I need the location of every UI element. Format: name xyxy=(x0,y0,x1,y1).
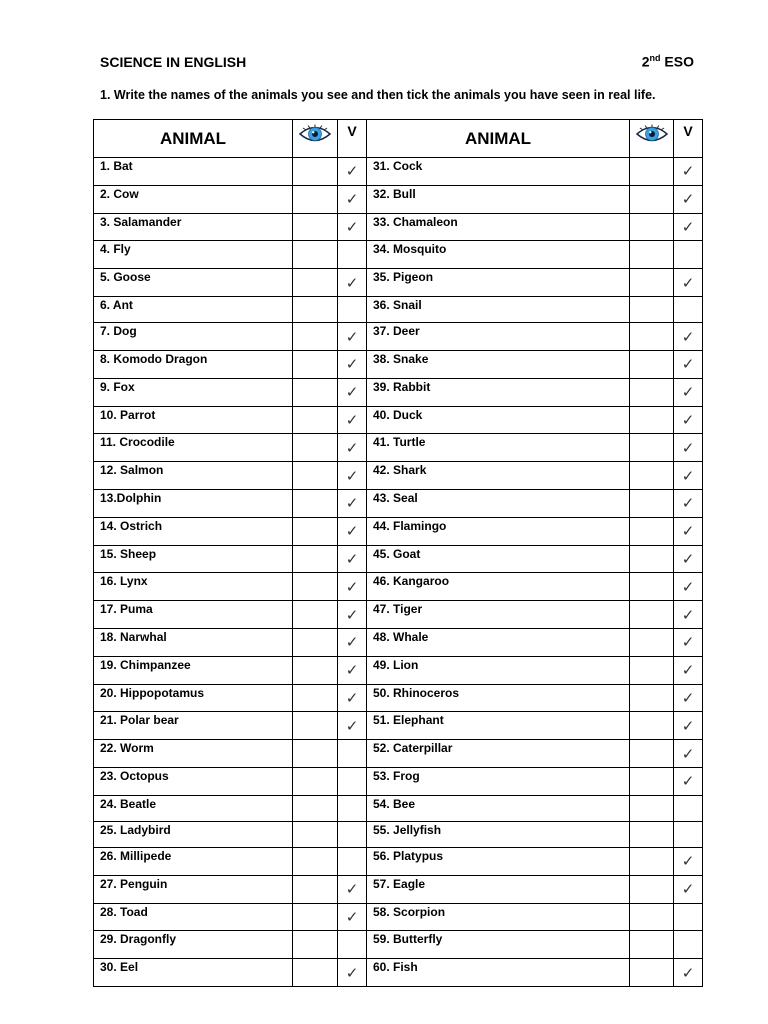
table-row xyxy=(94,296,703,322)
seen-in-picture-cell[interactable] xyxy=(293,269,338,297)
check-mark-icon: ✓ xyxy=(345,466,359,485)
animal-name-cell: 22. Worm xyxy=(94,740,293,768)
seen-in-picture-cell[interactable] xyxy=(293,434,338,462)
animal-name-cell: 56. Platypus xyxy=(367,848,630,876)
animal-name-cell: 28. Toad xyxy=(94,903,293,931)
seen-in-real-life-cell[interactable] xyxy=(674,628,703,656)
check-mark-icon: ✓ xyxy=(681,880,695,899)
animal-name-cell: 19. Chimpanzee xyxy=(94,656,293,684)
check-mark-icon: ✓ xyxy=(681,273,695,292)
check-mark-icon: ✓ xyxy=(681,190,695,209)
animal-name-cell: 34. Mosquito xyxy=(367,241,630,269)
animal-name-cell: 10. Parrot xyxy=(94,406,293,434)
seen-in-real-life-cell[interactable] xyxy=(338,545,367,573)
check-mark-icon: ✓ xyxy=(345,963,359,982)
seen-in-real-life-cell[interactable] xyxy=(674,517,703,545)
table-row xyxy=(94,656,703,684)
seen-in-picture-cell[interactable] xyxy=(293,489,338,517)
check-mark-icon: ✓ xyxy=(345,273,359,292)
check-mark-icon: ✓ xyxy=(681,327,695,346)
seen-in-picture-cell[interactable] xyxy=(630,323,674,351)
animal-name-cell: 37. Deer xyxy=(367,323,630,351)
animal-name-cell: 47. Tiger xyxy=(367,601,630,629)
animal-name-cell: 54. Bee xyxy=(367,795,630,821)
seen-in-picture-cell[interactable] xyxy=(630,684,674,712)
check-mark-icon: ✓ xyxy=(681,661,695,680)
animal-name-cell: 13.Dolphin xyxy=(94,489,293,517)
check-mark-icon: ✓ xyxy=(345,217,359,236)
table-row xyxy=(94,517,703,545)
seen-in-real-life-cell[interactable] xyxy=(338,903,367,931)
seen-in-picture-cell[interactable] xyxy=(293,959,338,987)
seen-in-real-life-cell[interactable] xyxy=(674,903,703,931)
check-mark-icon: ✓ xyxy=(681,852,695,871)
seen-in-picture-cell[interactable] xyxy=(293,628,338,656)
check-mark-icon: ✓ xyxy=(345,661,359,680)
table-row xyxy=(94,158,703,186)
animal-name-cell: 17. Puma xyxy=(94,601,293,629)
seen-in-picture-cell[interactable] xyxy=(630,350,674,378)
seen-in-picture-cell[interactable] xyxy=(630,848,674,876)
seen-in-real-life-cell[interactable] xyxy=(338,489,367,517)
seen-in-real-life-cell[interactable] xyxy=(674,795,703,821)
animal-name-cell: 1. Bat xyxy=(94,158,293,186)
seen-in-real-life-cell[interactable] xyxy=(674,489,703,517)
animal-name-cell: 23. Octopus xyxy=(94,767,293,795)
check-mark-icon: ✓ xyxy=(681,217,695,236)
seen-in-real-life-cell[interactable] xyxy=(338,628,367,656)
animal-name-cell: 57. Eagle xyxy=(367,875,630,903)
seen-in-real-life-cell[interactable] xyxy=(674,601,703,629)
animal-name-cell: 39. Rabbit xyxy=(367,378,630,406)
check-mark-icon: ✓ xyxy=(345,190,359,209)
seen-in-real-life-cell[interactable] xyxy=(338,434,367,462)
table-row xyxy=(94,821,703,847)
seen-in-real-life-cell[interactable] xyxy=(674,848,703,876)
animal-name-cell: 12. Salmon xyxy=(94,462,293,490)
check-mark-icon: ✓ xyxy=(681,355,695,374)
table-row xyxy=(94,269,703,297)
animal-name-cell: 25. Ladybird xyxy=(94,821,293,847)
seen-in-real-life-cell[interactable] xyxy=(674,269,703,297)
animal-name-cell: 26. Millipede xyxy=(94,848,293,876)
seen-in-real-life-cell[interactable] xyxy=(338,517,367,545)
seen-in-picture-cell[interactable] xyxy=(293,848,338,876)
animal-name-cell: 2. Cow xyxy=(94,185,293,213)
seen-in-real-life-cell[interactable] xyxy=(674,323,703,351)
seen-in-picture-cell[interactable] xyxy=(293,931,338,959)
check-mark-icon: ✓ xyxy=(681,494,695,513)
seen-in-picture-cell[interactable] xyxy=(293,601,338,629)
animal-name-cell: 15. Sheep xyxy=(94,545,293,573)
table-row xyxy=(94,931,703,959)
seen-in-real-life-cell[interactable] xyxy=(338,740,367,768)
seen-in-real-life-cell[interactable] xyxy=(338,848,367,876)
seen-in-real-life-cell[interactable] xyxy=(338,656,367,684)
animal-name-cell: 21. Polar bear xyxy=(94,712,293,740)
seen-in-real-life-cell[interactable] xyxy=(674,959,703,987)
animal-rows xyxy=(94,158,703,987)
seen-in-picture-cell[interactable] xyxy=(630,296,674,322)
check-mark-icon: ✓ xyxy=(681,772,695,791)
seen-in-real-life-cell[interactable] xyxy=(338,213,367,241)
seen-in-real-life-cell[interactable] xyxy=(674,875,703,903)
seen-in-picture-cell[interactable] xyxy=(630,931,674,959)
seen-in-picture-cell[interactable] xyxy=(293,517,338,545)
animal-name-cell: 55. Jellyfish xyxy=(367,821,630,847)
seen-in-picture-cell[interactable] xyxy=(630,795,674,821)
table-row xyxy=(94,848,703,876)
animal-name-cell: 9. Fox xyxy=(94,378,293,406)
animal-name-cell: 50. Rhinoceros xyxy=(367,684,630,712)
animal-name-cell: 58. Scorpion xyxy=(367,903,630,931)
table-row xyxy=(94,712,703,740)
animal-name-cell: 4. Fly xyxy=(94,241,293,269)
seen-in-real-life-cell[interactable] xyxy=(338,296,367,322)
table-row xyxy=(94,601,703,629)
animal-column-header: ANIMAL xyxy=(94,120,293,158)
animal-name-cell: 31. Cock xyxy=(367,158,630,186)
table-header-row xyxy=(94,120,703,158)
table-row xyxy=(94,185,703,213)
seen-in-real-life-cell[interactable] xyxy=(674,185,703,213)
animal-name-cell: 42. Shark xyxy=(367,462,630,490)
seen-in-real-life-cell[interactable] xyxy=(338,269,367,297)
check-mark-icon: ✓ xyxy=(345,549,359,568)
seen-in-real-life-cell[interactable] xyxy=(338,601,367,629)
seen-in-picture-cell[interactable] xyxy=(630,517,674,545)
animal-name-cell: 52. Caterpillar xyxy=(367,740,630,768)
seen-in-real-life-cell[interactable] xyxy=(674,350,703,378)
seen-in-real-life-cell[interactable] xyxy=(674,462,703,490)
animal-name-cell: 18. Narwhal xyxy=(94,628,293,656)
seen-in-picture-cell[interactable] xyxy=(630,185,674,213)
seen-in-real-life-cell[interactable] xyxy=(674,684,703,712)
seen-in-real-life-cell[interactable] xyxy=(674,656,703,684)
seen-in-real-life-cell[interactable] xyxy=(674,158,703,186)
seen-in-picture-cell[interactable] xyxy=(293,158,338,186)
animal-name-cell: 6. Ant xyxy=(94,296,293,322)
table-row xyxy=(94,350,703,378)
eye-icon xyxy=(630,120,674,158)
seen-in-real-life-cell[interactable] xyxy=(674,931,703,959)
seen-in-picture-cell[interactable] xyxy=(293,350,338,378)
table-row xyxy=(94,434,703,462)
animal-name-cell: 40. Duck xyxy=(367,406,630,434)
animal-name-cell: 24. Beatle xyxy=(94,795,293,821)
exercise-instruction: 1. Write the names of the animals you see and then tick the animals you have seen in real life. xyxy=(100,88,656,102)
animal-column-header-2: ANIMAL xyxy=(367,120,630,158)
check-mark-icon: ✓ xyxy=(681,522,695,541)
check-mark-icon: ✓ xyxy=(345,522,359,541)
seen-in-picture-cell[interactable] xyxy=(630,573,674,601)
table-row xyxy=(94,795,703,821)
animal-name-cell: 16. Lynx xyxy=(94,573,293,601)
seen-in-picture-cell[interactable] xyxy=(293,213,338,241)
seen-in-picture-cell[interactable] xyxy=(630,406,674,434)
animal-name-cell: 11. Crocodile xyxy=(94,434,293,462)
seen-in-picture-cell[interactable] xyxy=(293,767,338,795)
seen-in-real-life-cell[interactable] xyxy=(674,406,703,434)
animal-name-cell: 3. Salamander xyxy=(94,213,293,241)
seen-in-real-life-cell[interactable] xyxy=(674,296,703,322)
check-mark-icon: ✓ xyxy=(345,605,359,624)
animal-name-cell: 7. Dog xyxy=(94,323,293,351)
seen-in-picture-cell[interactable] xyxy=(630,434,674,462)
animal-name-cell: 48. Whale xyxy=(367,628,630,656)
animal-name-cell: 51. Elephant xyxy=(367,712,630,740)
check-mark-icon: ✓ xyxy=(681,549,695,568)
seen-in-picture-cell[interactable] xyxy=(630,656,674,684)
table-row xyxy=(94,462,703,490)
seen-in-real-life-cell[interactable] xyxy=(338,712,367,740)
table-row xyxy=(94,573,703,601)
table-row xyxy=(94,406,703,434)
seen-in-picture-cell[interactable] xyxy=(293,462,338,490)
seen-in-picture-cell[interactable] xyxy=(630,601,674,629)
check-mark-icon: ✓ xyxy=(681,963,695,982)
animal-name-cell: 53. Frog xyxy=(367,767,630,795)
animal-name-cell: 27. Penguin xyxy=(94,875,293,903)
worksheet-subject: SCIENCE IN ENGLISH xyxy=(100,54,247,70)
table-row xyxy=(94,628,703,656)
seen-in-real-life-cell[interactable] xyxy=(674,712,703,740)
check-mark-icon: ✓ xyxy=(681,577,695,596)
check-mark-icon: ✓ xyxy=(681,688,695,707)
check-mark-icon: ✓ xyxy=(681,383,695,402)
check-mark-icon: ✓ xyxy=(345,162,359,181)
seen-in-picture-cell[interactable] xyxy=(293,875,338,903)
animal-name-cell: 14. Ostrich xyxy=(94,517,293,545)
animal-name-cell: 49. Lion xyxy=(367,656,630,684)
seen-in-real-life-cell[interactable] xyxy=(674,241,703,269)
seen-in-real-life-cell[interactable] xyxy=(338,573,367,601)
check-mark-icon: ✓ xyxy=(345,577,359,596)
seen-in-real-life-cell[interactable] xyxy=(338,185,367,213)
seen-in-picture-cell[interactable] xyxy=(293,323,338,351)
check-mark-icon: ✓ xyxy=(681,410,695,429)
table-row xyxy=(94,213,703,241)
seen-in-picture-cell[interactable] xyxy=(293,406,338,434)
seen-in-real-life-cell[interactable] xyxy=(674,767,703,795)
check-mark-icon: ✓ xyxy=(681,162,695,181)
seen-in-real-life-cell[interactable] xyxy=(674,545,703,573)
animal-name-cell: 33. Chamaleon xyxy=(367,213,630,241)
seen-in-real-life-cell[interactable] xyxy=(674,573,703,601)
seen-in-picture-cell[interactable] xyxy=(630,903,674,931)
animals-table xyxy=(93,119,703,987)
table-row xyxy=(94,875,703,903)
seen-in-picture-cell[interactable] xyxy=(293,740,338,768)
seen-in-picture-cell[interactable] xyxy=(630,875,674,903)
animal-name-cell: 45. Goat xyxy=(367,545,630,573)
seen-in-picture-cell[interactable] xyxy=(630,959,674,987)
seen-in-picture-cell[interactable] xyxy=(293,903,338,931)
seen-in-picture-cell[interactable] xyxy=(293,573,338,601)
table-row xyxy=(94,489,703,517)
seen-in-real-life-cell[interactable] xyxy=(674,821,703,847)
seen-in-real-life-cell[interactable] xyxy=(674,740,703,768)
check-mark-icon: ✓ xyxy=(345,908,359,927)
grade-number: 2 xyxy=(641,53,650,70)
seen-in-picture-cell[interactable] xyxy=(630,767,674,795)
animal-name-cell: 8. Komodo Dragon xyxy=(94,350,293,378)
seen-in-real-life-cell[interactable] xyxy=(338,795,367,821)
eye-icon xyxy=(293,120,338,158)
grade-level xyxy=(642,53,694,70)
seen-in-real-life-cell[interactable] xyxy=(338,378,367,406)
check-mark-icon: ✓ xyxy=(345,880,359,899)
check-mark-icon: ✓ xyxy=(681,744,695,763)
seen-in-picture-cell[interactable] xyxy=(293,545,338,573)
seen-in-picture-cell[interactable] xyxy=(630,821,674,847)
table-row xyxy=(94,684,703,712)
seen-in-picture-cell[interactable] xyxy=(630,628,674,656)
check-mark-icon: ✓ xyxy=(681,633,695,652)
animal-name-cell: 60. Fish xyxy=(367,959,630,987)
seen-in-real-life-cell[interactable] xyxy=(674,213,703,241)
animal-name-cell: 59. Butterfly xyxy=(367,931,630,959)
seen-in-real-life-cell[interactable] xyxy=(338,931,367,959)
animal-name-cell: 35. Pigeon xyxy=(367,269,630,297)
check-mark-icon: ✓ xyxy=(681,438,695,457)
seen-in-picture-cell[interactable] xyxy=(630,241,674,269)
seen-in-real-life-cell[interactable] xyxy=(338,462,367,490)
animal-name-cell: 44. Flamingo xyxy=(367,517,630,545)
table-row xyxy=(94,241,703,269)
check-mark-icon: ✓ xyxy=(345,716,359,735)
check-mark-icon: ✓ xyxy=(345,688,359,707)
seen-in-real-life-cell[interactable] xyxy=(674,434,703,462)
animal-name-cell: 36. Snail xyxy=(367,296,630,322)
seen-in-picture-cell[interactable] xyxy=(630,378,674,406)
seen-in-real-life-cell[interactable] xyxy=(338,959,367,987)
seen-in-picture-cell[interactable] xyxy=(630,158,674,186)
seen-in-picture-cell[interactable] xyxy=(630,213,674,241)
seen-in-real-life-cell[interactable] xyxy=(338,821,367,847)
seen-in-real-life-cell[interactable] xyxy=(338,767,367,795)
seen-in-real-life-cell[interactable] xyxy=(338,406,367,434)
animal-name-cell: 41. Turtle xyxy=(367,434,630,462)
seen-column-header: V xyxy=(338,120,367,158)
check-mark-icon: ✓ xyxy=(345,438,359,457)
check-mark-icon: ✓ xyxy=(345,327,359,346)
check-mark-icon: ✓ xyxy=(345,410,359,429)
seen-in-real-life-cell[interactable] xyxy=(338,241,367,269)
seen-in-picture-cell[interactable] xyxy=(630,269,674,297)
seen-in-picture-cell[interactable] xyxy=(630,545,674,573)
table-row xyxy=(94,740,703,768)
table-row xyxy=(94,959,703,987)
seen-in-real-life-cell[interactable] xyxy=(338,323,367,351)
seen-in-picture-cell[interactable] xyxy=(293,795,338,821)
seen-in-picture-cell[interactable] xyxy=(293,296,338,322)
seen-in-real-life-cell[interactable] xyxy=(674,378,703,406)
seen-in-picture-cell[interactable] xyxy=(293,712,338,740)
seen-in-real-life-cell[interactable] xyxy=(338,684,367,712)
check-mark-icon: ✓ xyxy=(345,383,359,402)
table-row xyxy=(94,378,703,406)
animal-name-cell: 32. Bull xyxy=(367,185,630,213)
grade-label: ESO xyxy=(664,53,694,70)
seen-in-picture-cell[interactable] xyxy=(630,462,674,490)
check-mark-icon: ✓ xyxy=(345,494,359,513)
seen-column-header-2: V xyxy=(674,120,703,158)
seen-in-real-life-cell[interactable] xyxy=(338,350,367,378)
seen-in-real-life-cell[interactable] xyxy=(338,875,367,903)
table-row xyxy=(94,323,703,351)
seen-in-picture-cell[interactable] xyxy=(630,712,674,740)
check-mark-icon: ✓ xyxy=(681,466,695,485)
seen-in-picture-cell[interactable] xyxy=(293,656,338,684)
check-mark-icon: ✓ xyxy=(681,716,695,735)
animal-name-cell: 43. Seal xyxy=(367,489,630,517)
seen-in-picture-cell[interactable] xyxy=(293,378,338,406)
seen-in-picture-cell[interactable] xyxy=(293,821,338,847)
animal-name-cell: 38. Snake xyxy=(367,350,630,378)
check-mark-icon: ✓ xyxy=(345,633,359,652)
seen-in-real-life-cell[interactable] xyxy=(338,158,367,186)
seen-in-picture-cell[interactable] xyxy=(293,241,338,269)
animal-name-cell: 20. Hippopotamus xyxy=(94,684,293,712)
seen-in-picture-cell[interactable] xyxy=(630,489,674,517)
table-row xyxy=(94,545,703,573)
check-mark-icon: ✓ xyxy=(681,605,695,624)
animal-name-cell: 30. Eel xyxy=(94,959,293,987)
grade-suffix: nd xyxy=(649,53,661,63)
seen-in-picture-cell[interactable] xyxy=(293,684,338,712)
check-mark-icon: ✓ xyxy=(345,355,359,374)
animal-name-cell: 29. Dragonfly xyxy=(94,931,293,959)
animal-name-cell: 46. Kangaroo xyxy=(367,573,630,601)
table-row xyxy=(94,767,703,795)
seen-in-picture-cell[interactable] xyxy=(630,740,674,768)
animal-name-cell: 5. Goose xyxy=(94,269,293,297)
seen-in-picture-cell[interactable] xyxy=(293,185,338,213)
table-row xyxy=(94,903,703,931)
